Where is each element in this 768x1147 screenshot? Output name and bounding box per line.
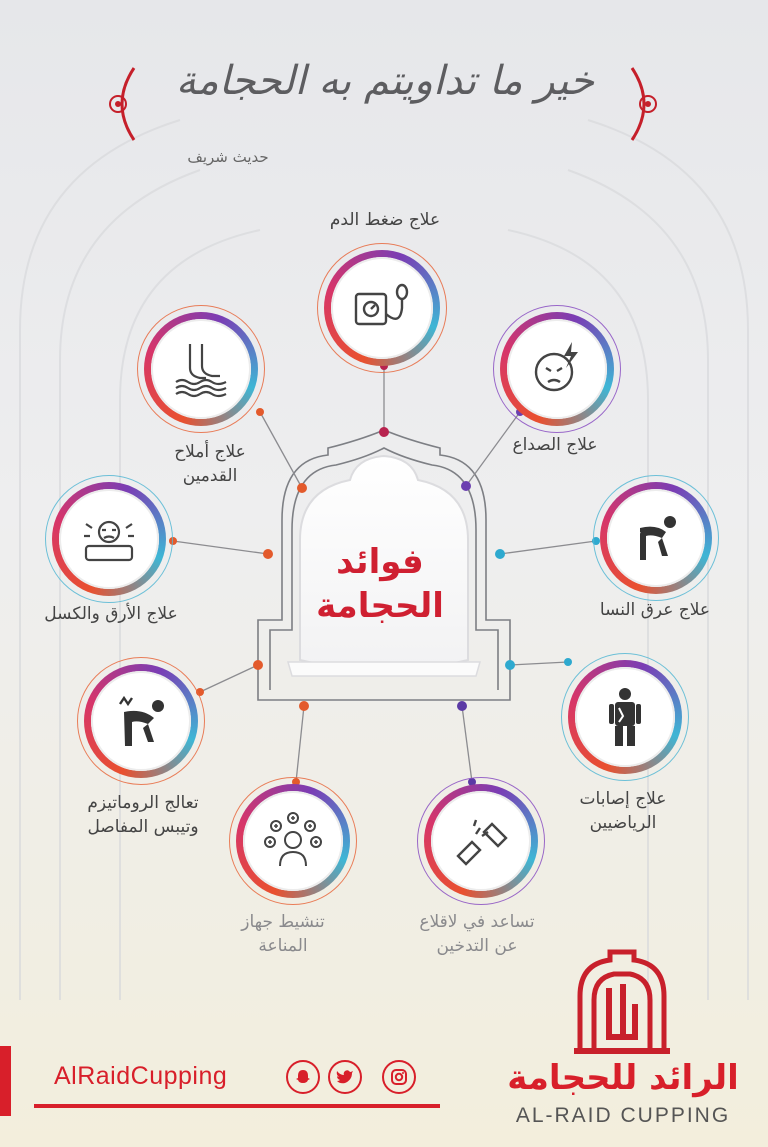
brand-name-english: AL-RAID CUPPING bbox=[515, 1104, 731, 1127]
benefit-sciatica bbox=[600, 482, 712, 594]
twitter-icon[interactable] bbox=[328, 1060, 362, 1094]
snapchat-icon[interactable] bbox=[286, 1060, 320, 1094]
center-heading-line1: فوائد bbox=[336, 542, 424, 582]
benefit-headache bbox=[500, 312, 614, 426]
benefit-feet bbox=[144, 312, 258, 426]
blood-pressure-monitor-icon bbox=[350, 276, 414, 340]
benefit-rheumatism bbox=[84, 664, 198, 778]
label-rheumatism-line2: وتيبس المفاصل bbox=[87, 817, 199, 837]
brand-name-arabic: الرائد للحجامة bbox=[507, 1058, 739, 1098]
benefit-immunity bbox=[236, 784, 350, 898]
label-sciatica: علاج عرق النسا bbox=[599, 600, 711, 620]
label-headache: علاج الصداع bbox=[512, 435, 598, 455]
label-smoking bbox=[392, 910, 562, 958]
back-pain-person-icon bbox=[626, 508, 686, 568]
label-immunity-line2: المناعة bbox=[258, 936, 308, 956]
label-feet-line1: علاج أملاح bbox=[174, 442, 246, 462]
label-blood-pressure: علاج ضغط الدم bbox=[329, 210, 441, 230]
immune-system-person-icon bbox=[262, 810, 324, 872]
label-immunity-line1: تنشيط جهاز bbox=[241, 912, 325, 932]
benefit-insomnia bbox=[52, 482, 166, 596]
left-ornament-icon bbox=[104, 64, 144, 144]
label-rheumatism bbox=[58, 791, 228, 839]
social-handle[interactable]: AlRaidCupping bbox=[54, 1062, 228, 1090]
label-feet bbox=[142, 440, 278, 488]
hadith-source: حديث شريف bbox=[187, 148, 269, 166]
footer-accent-bar bbox=[0, 1046, 11, 1116]
benefit-smoking bbox=[424, 784, 538, 898]
right-ornament-icon bbox=[622, 64, 662, 144]
center-heading bbox=[300, 540, 460, 628]
feet-soak-icon bbox=[170, 338, 232, 400]
label-insomnia: علاج الأرق والكسل bbox=[44, 604, 178, 624]
footer-underline bbox=[34, 1104, 440, 1108]
headache-face-icon bbox=[526, 338, 588, 400]
label-rheumatism-line1: تعالج الروماتيزم bbox=[87, 793, 199, 813]
brand-logo-icon bbox=[570, 944, 674, 1056]
label-smoking-line2: عن التدخين bbox=[436, 936, 518, 956]
insomnia-person-icon bbox=[78, 508, 140, 570]
benefit-sports-injuries bbox=[568, 660, 682, 774]
page-title: خير ما تداويتم به الحجامة bbox=[175, 58, 595, 104]
benefit-blood-pressure bbox=[324, 250, 440, 366]
joint-pain-person-icon bbox=[110, 690, 172, 752]
label-smoking-line1: تساعد في لاقلاع bbox=[419, 912, 535, 932]
label-feet-line2: القدمين bbox=[182, 466, 238, 486]
broken-cigarette-icon bbox=[450, 810, 512, 872]
label-sports-line1: علاج إصابات bbox=[579, 789, 667, 809]
injured-athlete-icon bbox=[595, 686, 655, 748]
label-immunity bbox=[208, 910, 358, 958]
center-heading-line2: الحجامة bbox=[316, 586, 444, 626]
label-sports-line2: الرياضيين bbox=[589, 813, 657, 833]
label-sports-injuries bbox=[548, 787, 698, 835]
instagram-icon[interactable] bbox=[382, 1060, 416, 1094]
